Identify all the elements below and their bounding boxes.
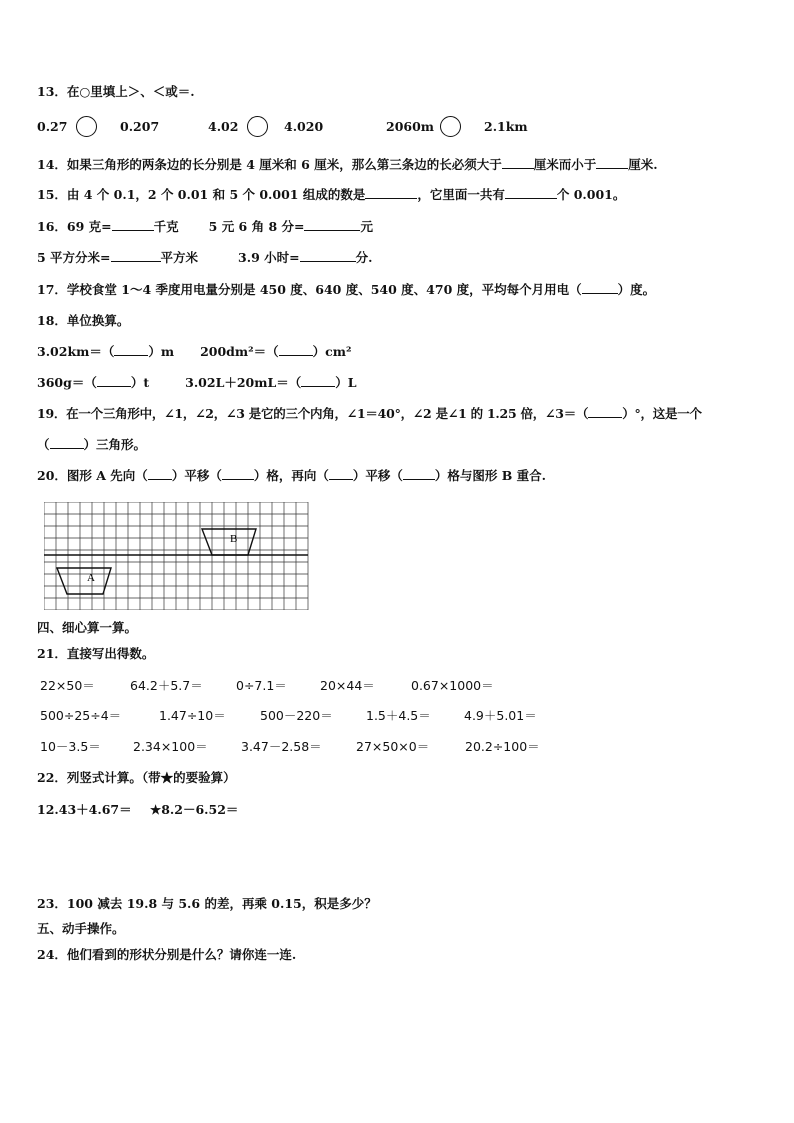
answer-blank[interactable]: [329, 467, 353, 480]
section-5-heading: 五、动手操作。: [37, 921, 125, 936]
calc-item: 22×50＝: [40, 678, 95, 693]
q23: 23．100 减去 19.8 与 5.6 的差，再乘 0.15，积是多少？: [37, 896, 377, 911]
calc-item: 500－220＝: [260, 708, 333, 723]
answer-blank[interactable]: [50, 436, 84, 449]
answer-blank[interactable]: [111, 249, 161, 262]
q13-pair3-left: 2060m: [386, 119, 435, 134]
q13-pair1-left: 0.27: [37, 119, 68, 134]
answer-blank[interactable]: [502, 156, 534, 169]
answer-blank[interactable]: [279, 343, 313, 356]
calc-item: 27×50×0＝: [356, 739, 430, 754]
q16-row1: 16．69 克= 千克 5 元 6 角 8 分= 元: [37, 219, 373, 234]
q17: 17．学校食堂 1～4 季度用电量分别是 450 度、640 度、540 度、470 度，平均每个月用电（ ）度。: [37, 282, 656, 297]
q24: 24．他们看到的形状分别是什么？请你连一连.: [37, 947, 297, 962]
answer-blank[interactable]: [301, 374, 335, 387]
calc-item: 0÷7.1＝: [236, 678, 287, 693]
q16-row2: 5 平方分米= 平方米 3.9 小时= 分.: [37, 250, 373, 265]
calc-item: 0.67×1000＝: [411, 678, 494, 693]
calc-item: 4.9＋5.01＝: [464, 708, 537, 723]
answer-blank[interactable]: [365, 186, 417, 199]
q22-expr-1: 12.43＋4.67＝: [37, 802, 132, 817]
calc-item: 64.2＋5.7＝: [130, 678, 203, 693]
q19-line1: 19．在一个三角形中，∠1，∠2，∠3 是它的三个内角，∠1＝40°，∠2 是∠1 的 1.25 倍，∠3＝（ ）°，这是一个: [37, 406, 702, 421]
calc-item: 3.47－2.58＝: [241, 739, 322, 754]
q18-row1: 3.02km＝（ ）m 200dm²＝（ ）cm²: [37, 344, 352, 359]
answer-blank[interactable]: [148, 467, 172, 480]
q22-title: 22．列竖式计算。（带★的要验算）: [37, 770, 236, 785]
shape-b-label: B: [230, 533, 238, 545]
q22-expr-2: ★8.2－6.52＝: [150, 802, 239, 817]
calc-item: 2.34×100＝: [133, 739, 208, 754]
answer-blank[interactable]: [588, 405, 622, 418]
q13-pair1-right: 0.207: [120, 119, 160, 134]
q13-circle-3[interactable]: [440, 116, 461, 137]
q15: 15．由 4 个 0.1，2 个 0.01 和 5 个 0.001 组成的数是 ，它里面一共有 个 0.001。: [37, 187, 626, 202]
calc-item: 10－3.5＝: [40, 739, 101, 754]
q20: 20．图形 A 先向（ ）平移（ ）格，再向（ ）平移（ ）格与图形 B 重合.: [37, 468, 546, 483]
answer-blank[interactable]: [596, 156, 628, 169]
answer-blank[interactable]: [300, 249, 356, 262]
answer-blank[interactable]: [112, 218, 154, 231]
q13-circle-2[interactable]: [247, 116, 268, 137]
calc-item: 20.2÷100＝: [465, 739, 540, 754]
q13-pair3-right: 2.1km: [484, 119, 528, 134]
q21-title: 21．直接写出得数。: [37, 646, 155, 661]
q13-pair2-right: 4.020: [284, 119, 324, 134]
q13-circle-1[interactable]: [76, 116, 97, 137]
calc-item: 500÷25÷4＝: [40, 708, 122, 723]
section-4-heading: 四、细心算一算。: [37, 620, 138, 635]
q14: 14．如果三角形的两条边的长分别是 4 厘米和 6 厘米，那么第三条边的长必须大于 厘米而小于 厘米.: [37, 157, 658, 172]
translation-grid: [44, 502, 310, 610]
q19-line2: （ ）三角形。: [37, 437, 147, 452]
answer-blank[interactable]: [114, 343, 148, 356]
q18-title: 18．单位换算。: [37, 313, 130, 328]
shape-a: [57, 568, 111, 594]
answer-blank[interactable]: [97, 374, 131, 387]
q18-row2: 360g＝（ ）t 3.02L＋20mL＝（ ）L: [37, 375, 357, 390]
answer-blank[interactable]: [222, 467, 254, 480]
q13-pair2-left: 4.02: [208, 119, 239, 134]
q13-text: 13．在○里填上＞、＜或＝.: [37, 84, 195, 99]
calc-item: 20×44＝: [320, 678, 375, 693]
shape-a-label: A: [87, 572, 95, 584]
answer-blank[interactable]: [505, 186, 557, 199]
calc-item: 1.47÷10＝: [159, 708, 226, 723]
answer-blank[interactable]: [403, 467, 435, 480]
answer-blank[interactable]: [582, 281, 618, 294]
calc-item: 1.5＋4.5＝: [366, 708, 431, 723]
answer-blank[interactable]: [304, 218, 360, 231]
